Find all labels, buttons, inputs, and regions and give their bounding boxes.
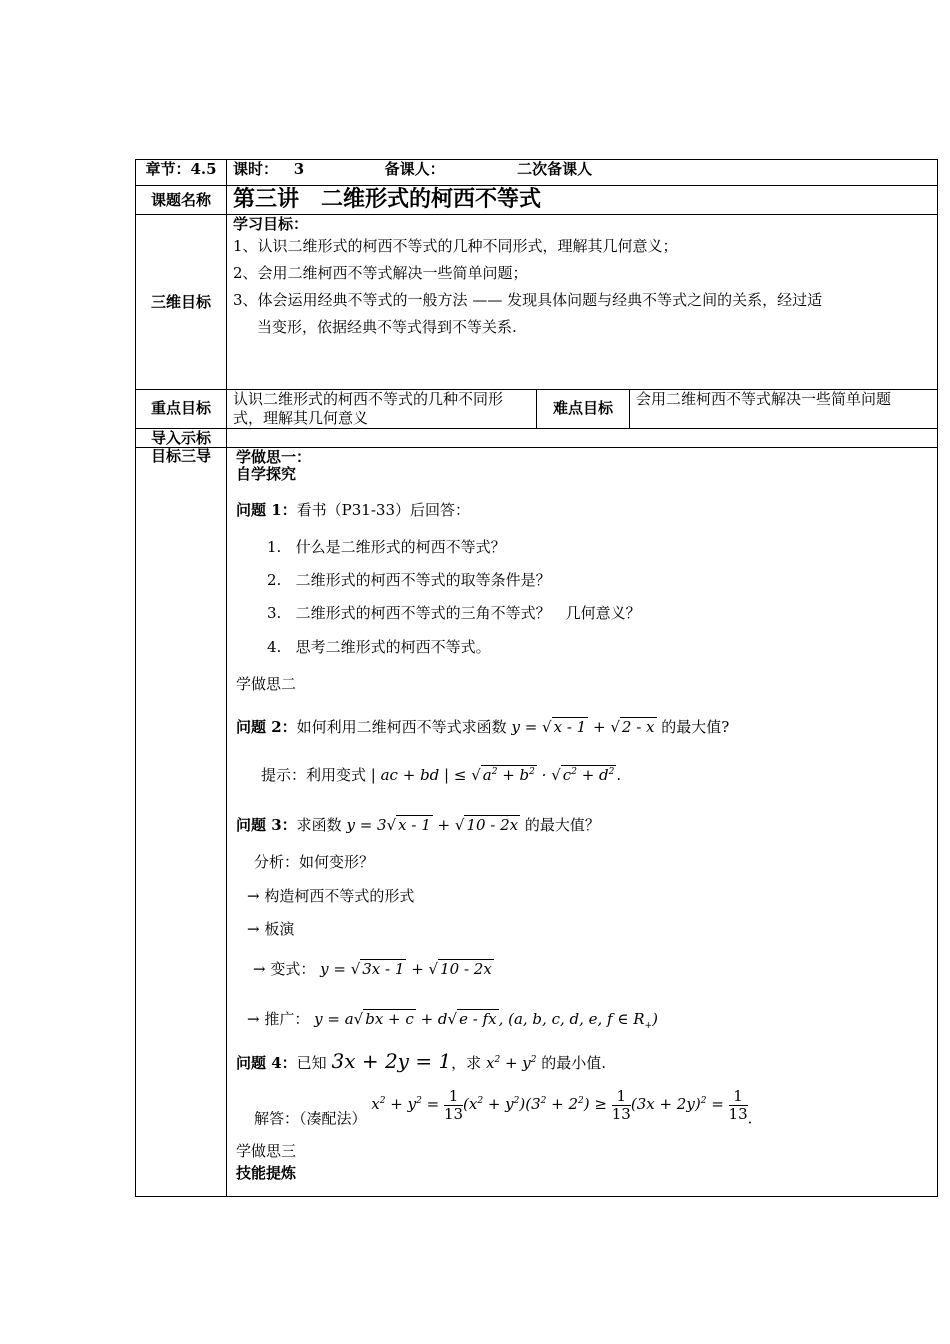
list-number: 2. xyxy=(267,570,282,589)
goal-item: 1、认识二维形式的柯西不等式的几种不同形式，理解其几何意义； xyxy=(233,237,678,255)
formula: y = √ 3x - 1 + √ 10 - 2x xyxy=(320,959,492,978)
hours-cell xyxy=(227,160,938,186)
section-1-heading: 学做思一： xyxy=(236,447,312,466)
list-item xyxy=(267,538,506,557)
goals-row xyxy=(136,215,938,390)
question-4 xyxy=(236,1049,606,1074)
preparer-label: 备课人： xyxy=(384,160,445,178)
formula: y = 3√ x - 1 + √ 10 - 2x xyxy=(346,815,519,834)
list-text: 什么是二维形式的柯西不等式？ xyxy=(295,537,506,556)
list-number: 3. xyxy=(267,603,282,622)
header-row xyxy=(136,160,938,186)
question-4-tail: 的最小值. xyxy=(541,1053,607,1072)
question-3-tail: 的最大值？ xyxy=(524,815,600,834)
three-row xyxy=(136,447,938,1196)
analysis-text: 分析：如何变形？ xyxy=(254,852,375,871)
step-text: → 板演 xyxy=(247,919,295,938)
formula: y = a√ bx + c + d√ e - fx , (a, b, c, d, e, f ∈ $R_+$) xyxy=(314,1009,658,1031)
list-text: 思考二维形式的柯西不等式。 xyxy=(295,637,491,656)
three-label: 目标三导 xyxy=(136,447,227,1196)
question-1-text: 看书（P31-33）后回答： xyxy=(296,500,471,519)
hours-label: 课时： xyxy=(233,160,279,178)
variant-line xyxy=(253,960,494,979)
hint-text: 提示：利用变式 xyxy=(261,765,367,784)
question-3 xyxy=(236,816,600,835)
list-item xyxy=(267,604,641,623)
intro-cell xyxy=(227,428,938,447)
difficulty-text: 会用二维柯西不等式解决一些简单问题 xyxy=(630,390,938,429)
intro-row xyxy=(136,428,938,447)
formula: 3x + 2y = 1 xyxy=(331,1048,452,1073)
key-text: 认识二维形式的柯西不等式的几种不同形式，理解其几何意义 xyxy=(227,390,537,429)
question-1-label: 问题 1： xyxy=(236,500,297,519)
list-item xyxy=(267,571,551,590)
goals-label: 三维目标 xyxy=(136,215,227,390)
generalization-line xyxy=(247,1010,658,1032)
formula: $x^2 + y^2$ xyxy=(485,1053,537,1072)
goals-heading: 学习目标： xyxy=(233,215,309,233)
question-2 xyxy=(236,718,729,737)
step-text: → 变式： xyxy=(253,959,316,978)
goal-item: 当变形，依据经典不等式得到不等关系. xyxy=(257,318,517,336)
chapter-cell: 章节：4.5 xyxy=(136,160,227,186)
goals-cell xyxy=(227,215,938,390)
question-1 xyxy=(236,501,470,520)
step-text: → 构造柯西不等式的形式 xyxy=(247,886,415,905)
answer-text: 解答：（凑配法） xyxy=(254,1109,367,1127)
formula: | ac + bd | ≤ √ $a^2 + b^2$ · √ $c^2 + d^2$ xyxy=(370,765,615,784)
hours-value: 3 xyxy=(293,160,305,178)
list-number: 4. xyxy=(267,637,282,656)
formula: y = √ x - 1 + √ 2 - x xyxy=(511,717,655,736)
question-3-text: 求函数 xyxy=(296,815,342,834)
key-label: 重点目标 xyxy=(136,390,227,429)
key-row xyxy=(136,390,938,429)
question-4-label: 问题 4： xyxy=(236,1053,297,1072)
section-2-heading: 学做思二 xyxy=(236,674,297,693)
step-text: → 推广： xyxy=(247,1009,310,1028)
section-3-subheading: 技能提炼 xyxy=(236,1163,297,1182)
section-3-heading: 学做思三 xyxy=(236,1141,297,1160)
question-3-label: 问题 3： xyxy=(236,815,297,834)
section-1-subheading: 自学探究 xyxy=(236,464,297,483)
topic-title: 第三讲 二维形式的柯西不等式 xyxy=(227,186,938,215)
hint: 提示：利用变式 | ac + bd | ≤ √ $a^2 + b^2$ · √ $c^2 + d^2$ . xyxy=(261,765,622,784)
three-cell xyxy=(227,447,938,1196)
intro-label: 导入示标 xyxy=(136,428,227,447)
question-4-mid: ，求 xyxy=(451,1053,482,1072)
question-4-text: 已知 xyxy=(296,1053,327,1072)
list-item xyxy=(267,638,491,657)
question-2-text: 如何利用二维柯西不等式求函数 xyxy=(296,717,507,736)
answer-line: 解答：（凑配法） $x^2 + y^2$ = $\frac{1}{13}$ $(x^2 + y^2)(3^2 + 2^2)$ ≥ $\frac{1}{13}$ $(3x + 2y)^2$ = $\frac{1}{13}$ . xyxy=(254,1086,753,1127)
goal-item: 2、会用二维柯西不等式解决一些简单问题； xyxy=(233,264,528,282)
question-2-label: 问题 2： xyxy=(236,717,297,736)
topic-label: 课题名称 xyxy=(136,186,227,215)
difficulty-label: 难点目标 xyxy=(537,390,630,429)
list-text: 二维形式的柯西不等式的取等条件是？ xyxy=(295,570,551,589)
lesson-plan-table xyxy=(135,159,938,1197)
second-preparer-label: 二次备课人 xyxy=(517,160,593,178)
goal-item: 3、体会运用经典不等式的一般方法 —— 发现具体问题与经典不等式之间的关系，经过适 xyxy=(233,291,823,309)
list-number: 1. xyxy=(267,537,282,556)
topic-row xyxy=(136,186,938,215)
formula: $x^2 + y^2$ = $\frac{1}{13}$ $(x^2 + y^2)(3^2 + 2^2)$ ≥ $\frac{1}{13}$ $(3x + 2y)^2$ = $\frac{1}{13}$ xyxy=(371,1086,748,1123)
question-2-tail: 的最大值? xyxy=(661,717,730,736)
list-text: 二维形式的柯西不等式的三角不等式？ 几何意义？ xyxy=(295,603,641,622)
